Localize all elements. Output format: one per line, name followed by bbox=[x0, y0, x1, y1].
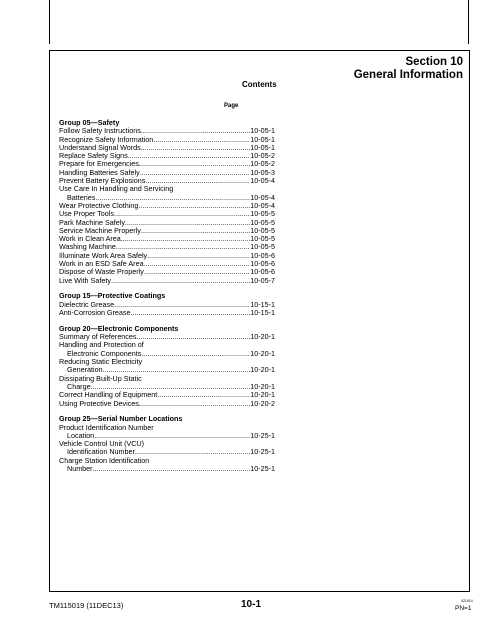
toc-entry-title-line: Use Care In Handling and Servicing bbox=[59, 184, 174, 194]
toc-entry-page: 10-15-1 bbox=[250, 308, 275, 318]
toc-entry-title: Dispose of Waste Properly bbox=[59, 267, 144, 277]
toc-entry-page: 10-20-1 bbox=[250, 390, 275, 400]
toc-entry-title: Charge bbox=[67, 381, 91, 391]
dot-leader bbox=[140, 169, 251, 177]
toc-entry-page: 10-05-5 bbox=[250, 234, 275, 244]
toc-entry-page: 10-05-6 bbox=[250, 250, 275, 260]
toc-entry-page: 10-05-4 bbox=[250, 192, 275, 202]
toc-entry-page: 10-05-3 bbox=[250, 167, 275, 177]
toc-entry-page: 10-25-1 bbox=[250, 430, 275, 440]
dot-leader bbox=[139, 160, 250, 168]
toc-entry[interactable] bbox=[59, 465, 275, 473]
toc-entry-page: 10-05-5 bbox=[250, 217, 275, 227]
toc-entry-title: Service Machine Properly bbox=[59, 225, 141, 235]
toc-entry-page: 10-25-1 bbox=[250, 464, 275, 474]
dot-leader bbox=[137, 333, 251, 341]
toc-entry-title: Electronic Components bbox=[67, 348, 142, 358]
dot-leader bbox=[114, 301, 250, 309]
toc-entry-title: Understand Signal Words bbox=[59, 142, 141, 152]
toc-entry[interactable] bbox=[59, 309, 275, 317]
footer-code: 021914 bbox=[461, 599, 473, 603]
toc-entry-title-line: Reducing Static Electricity bbox=[59, 357, 143, 367]
toc-entry-title: Washing Machine bbox=[59, 242, 116, 252]
toc-entry-page: 10-05-6 bbox=[250, 259, 275, 269]
dot-leader bbox=[139, 400, 250, 408]
dot-leader bbox=[141, 144, 250, 152]
toc-entry-title: Illuminate Work Area Safely bbox=[59, 250, 148, 260]
toc-entry-page: 10-05-1 bbox=[250, 142, 275, 152]
toc-group-title: Group 20—Electronic Components bbox=[59, 323, 179, 333]
toc-entry-title: Park Machine Safely bbox=[59, 217, 125, 227]
toc-entry-page: 10-05-5 bbox=[250, 209, 275, 219]
toc-entry-title: Wear Protective Clothing bbox=[59, 200, 139, 210]
toc-entry-title: Number bbox=[67, 464, 93, 474]
toc-entry-page: 10-20-1 bbox=[250, 332, 275, 342]
dot-leader bbox=[141, 127, 250, 135]
toc-entry-title: Replace Safety Signs bbox=[59, 151, 128, 161]
page-number: 10-1 bbox=[241, 599, 262, 610]
toc-entry-title: Generation bbox=[67, 365, 103, 375]
pn-label: PN=1 bbox=[455, 605, 472, 612]
toc-group-title: Group 15—Protective Coatings bbox=[59, 291, 166, 301]
toc-entry-page: 10-20-2 bbox=[250, 398, 275, 408]
dot-leader bbox=[111, 277, 250, 285]
toc-entry[interactable] bbox=[59, 400, 275, 408]
dot-leader bbox=[93, 465, 251, 473]
toc-entry-page: 10-15-1 bbox=[250, 299, 275, 309]
section-title: General Information bbox=[353, 69, 463, 81]
toc-entry-title: Handling Batteries Safely bbox=[59, 167, 140, 177]
toc-entry-title: Batteries bbox=[67, 192, 96, 202]
toc-entry-title: Identification Number bbox=[67, 447, 135, 457]
toc-entry-page: 10-05-1 bbox=[250, 126, 275, 136]
toc-entry-title: Live With Safety bbox=[59, 275, 111, 285]
toc-entry-title: Correct Handling of Equipment bbox=[59, 390, 158, 400]
toc-entry-page: 10-05-5 bbox=[250, 242, 275, 252]
toc-entry-title: Dielectric Grease bbox=[59, 299, 115, 309]
dot-leader bbox=[144, 268, 250, 276]
dot-leader bbox=[141, 350, 250, 358]
toc-entry-page: 10-20-1 bbox=[250, 381, 275, 391]
toc-entry-page: 10-20-1 bbox=[250, 348, 275, 358]
toc-entry-page: 10-05-4 bbox=[250, 200, 275, 210]
table-of-contents bbox=[59, 119, 275, 473]
toc-entry[interactable] bbox=[59, 277, 275, 285]
toc-entry-title: Location bbox=[67, 430, 95, 440]
toc-entry-title: Summary of References bbox=[59, 332, 137, 342]
toc-entry-title: Prevent Battery Explosions bbox=[59, 176, 146, 186]
dot-leader bbox=[114, 210, 250, 218]
toc-entry-title-line: Charge Station Identification bbox=[59, 455, 150, 465]
toc-entry-title: Work in Clean Area bbox=[59, 234, 121, 244]
toc-entry-title: Using Protective Devices bbox=[59, 398, 139, 408]
toc-entry-page: 10-05-1 bbox=[250, 134, 275, 144]
page-column-heading: Page bbox=[224, 103, 239, 109]
toc-entry-page: 10-05-5 bbox=[250, 225, 275, 235]
toc-entry-page: 10-05-2 bbox=[250, 151, 275, 161]
toc-entry-page: 10-05-4 bbox=[250, 176, 275, 186]
toc-group-title: Group 25—Serial Number Locations bbox=[59, 414, 183, 424]
dot-leader bbox=[121, 235, 250, 243]
dot-leader bbox=[125, 219, 250, 227]
toc-group-title: Group 05—Safety bbox=[59, 118, 120, 127]
dot-leader bbox=[153, 136, 250, 144]
contents-heading: Contents bbox=[242, 80, 277, 89]
dot-leader bbox=[138, 202, 250, 210]
toc-entry-page: 10-20-1 bbox=[250, 365, 275, 375]
toc-entry-title-line: Vehicle Control Unit (VCU) bbox=[59, 439, 145, 449]
toc-entry-page: 10-05-6 bbox=[250, 267, 275, 277]
toc-entry-title: Work in an ESD Safe Area bbox=[59, 259, 144, 269]
manual-id: TM115019 (11DEC13) bbox=[49, 601, 124, 610]
toc-entry-page: 10-05-7 bbox=[250, 275, 275, 285]
toc-entry-title-line: Dissipating Built-Up Static bbox=[59, 373, 142, 383]
top-page-frame bbox=[49, 0, 469, 44]
dot-leader bbox=[157, 391, 250, 399]
dot-leader bbox=[147, 252, 250, 260]
dot-leader bbox=[144, 260, 251, 268]
toc-entry-title-line: Handling and Protection of bbox=[59, 340, 144, 350]
toc-entry-page: 10-25-1 bbox=[250, 447, 275, 457]
section-number: Section 10 bbox=[405, 56, 463, 68]
dot-leader bbox=[135, 448, 250, 456]
toc-entry-page: 10-05-2 bbox=[250, 159, 275, 169]
toc-entry-title-line: Product Identification Number bbox=[59, 422, 154, 432]
toc-entry-title: Anti-Corrosion Grease bbox=[59, 308, 131, 318]
toc-entry-title: Use Proper Tools bbox=[59, 209, 114, 219]
toc-entry-title: Recognize Safety Information bbox=[59, 134, 154, 144]
dot-leader bbox=[141, 227, 250, 235]
toc-entry-title: Follow Safety Instructions bbox=[59, 126, 141, 136]
toc-entry-title: Prepare for Emergencies bbox=[59, 159, 139, 169]
dot-leader bbox=[131, 309, 251, 317]
dot-leader bbox=[128, 152, 250, 160]
